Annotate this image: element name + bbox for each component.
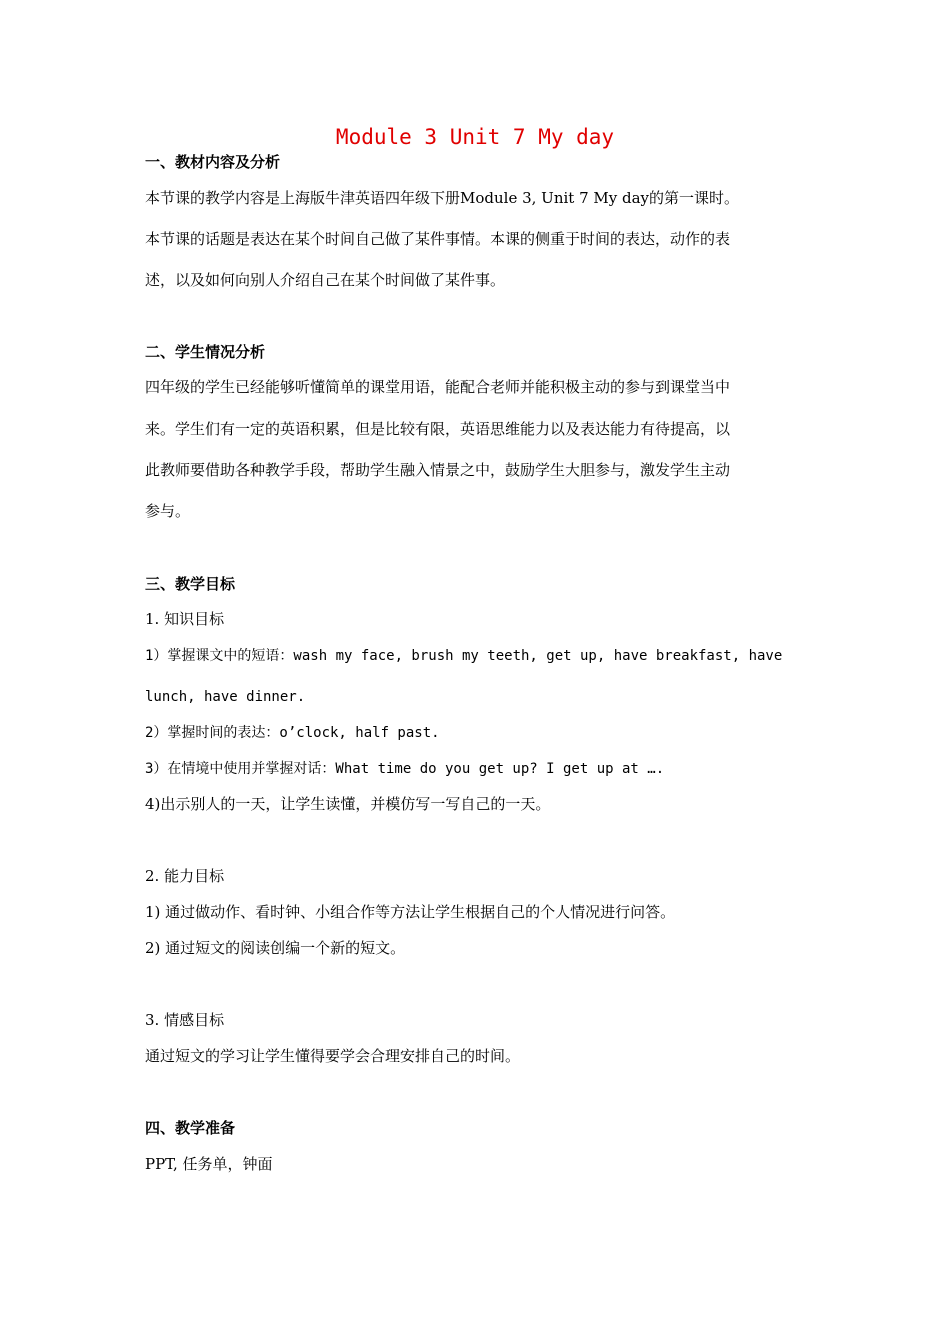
paragraph-line: 述，以及如何向别人介绍自己在某个时间做了某件事。 (145, 271, 506, 289)
objective-item: 2) 通过短文的阅读创编一个新的短文。 (145, 939, 406, 957)
paragraph-line: 参与。 (145, 502, 191, 520)
objective-item: 4)出示别人的一天，让学生读懂，并模仿写一写自己的一天。 (145, 795, 551, 813)
objective-item: 1）掌握课文中的短语：wash my face, brush my teeth, get up, have breakfast, have (145, 648, 783, 664)
subsection-label-ability: 2. 能力目标 (145, 867, 225, 885)
paragraph-line: 本节课的话题是表达在某个时间自己做了某件事情。本课的侧重于时间的表达，动作的表 (145, 230, 731, 248)
objective-item: 2）掌握时间的表达：o’clock, half past. (145, 725, 440, 741)
paragraph-line: 四年级的学生已经能够听懂简单的课堂用语，能配合老师并能积极主动的参与到课堂当中 (145, 378, 731, 396)
paragraph-line: PPT, 任务单，钟面 (145, 1155, 273, 1173)
objective-item: 1) 通过做动作、看时钟、小组合作等方法让学生根据自己的个人情况进行问答。 (145, 903, 676, 921)
paragraph-line: 此教师要借助各种教学手段，帮助学生融入情景之中，鼓励学生大胆参与，激发学生主动 (145, 461, 731, 479)
objective-item: lunch, have dinner. (145, 689, 306, 705)
section-heading-student-analysis: 二、学生情况分析 (145, 343, 266, 361)
subsection-label-knowledge: 1. 知识目标 (145, 610, 225, 628)
subsection-label-emotion: 3. 情感目标 (145, 1011, 225, 1029)
paragraph-line: 来。学生们有一定的英语积累，但是比较有限，英语思维能力以及表达能力有待提高，以 (145, 420, 731, 438)
section-heading-teaching-preparation: 四、教学准备 (145, 1119, 236, 1137)
section-heading-teaching-objectives: 三、教学目标 (145, 575, 236, 593)
paragraph-line: 本节课的教学内容是上海版牛津英语四年级下册Module 3, Unit 7 My day的第一课时。 (145, 189, 740, 207)
document-title: Module 3 Unit 7 My day (335, 125, 615, 149)
objective-item: 3）在情境中使用并掌握对话：What time do you get up? I get up at …. (145, 761, 665, 777)
objective-item: 通过短文的学习让学生懂得要学会合理安排自己的时间。 (145, 1047, 521, 1065)
section-heading-textbook-analysis: 一、教材内容及分析 (145, 153, 281, 171)
